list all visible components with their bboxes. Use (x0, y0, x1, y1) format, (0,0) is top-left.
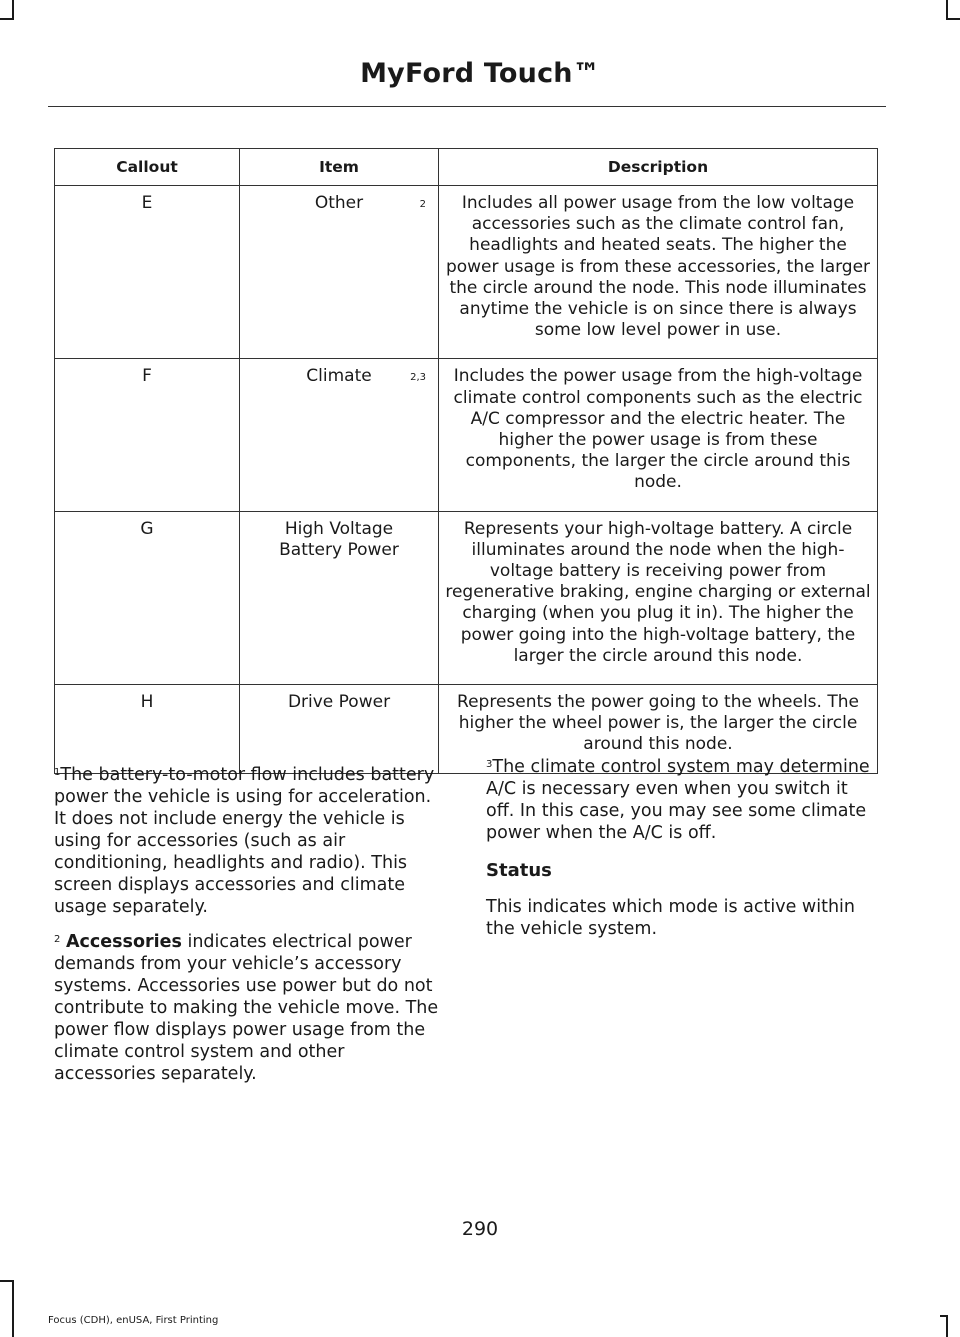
crop-mark (946, 0, 948, 20)
item-label: High Voltage Battery Power (279, 518, 399, 560)
status-text: This indicates which mode is active within the vehicle system. (486, 897, 856, 939)
page-title: MyFord Touch™ (360, 58, 600, 89)
item-cell (240, 511, 439, 684)
callout-cell: F (55, 359, 240, 511)
table-row (55, 186, 878, 359)
description-cell: Includes the power usage from the high-voltage climate control components such as the electric A/C compressor and the electric heater. The higher the power usage is from these components, the larger the circle around this node. (439, 359, 878, 511)
table-header-row (55, 149, 878, 186)
description-cell: Represents the power going to the wheels. The higher the wheel power is, the larger the circle around this node. (439, 685, 878, 774)
table-row (55, 511, 878, 684)
footnote-2 (54, 931, 448, 1085)
status-heading: Status (486, 860, 552, 881)
page-number: 290 (461, 1218, 499, 1240)
footnote-number: 3 (486, 759, 493, 770)
footnote-text: The climate control system may determine A/C is necessary even when you switch it off. In this case, you may see some climate power when the A/C is off. (486, 757, 870, 843)
left-column (54, 764, 448, 1098)
footer-text: Focus (CDH), enUSA, First Printing (48, 1315, 219, 1326)
footnote-term: Accessories (65, 932, 182, 952)
crop-mark (0, 1280, 14, 1282)
crop-mark (12, 0, 14, 20)
item-label: Climate (306, 366, 372, 387)
item-cell (240, 685, 439, 774)
footnote-number: 2 (54, 934, 61, 945)
crop-mark (946, 18, 960, 20)
crop-mark (0, 18, 14, 20)
callout-cell: G (55, 511, 240, 684)
footnote-text: indicates electrical power demands from your vehicle’s accessory systems. Accessories use power but do not contribute to making the vehicle move. The power flow displays power usage from the climate control system and other accessories separately. (54, 932, 439, 1084)
right-column (486, 756, 880, 953)
description-cell: Represents your high-voltage battery. A circle illuminates around the node when the high-voltage battery is receiving power from regenerative braking, engine charging or external charging (when you plug it in). The higher the power going into the high-voltage battery, the larger the circle around this node. (439, 511, 878, 684)
item-label: Drive Power (287, 692, 391, 713)
crop-mark (946, 1315, 948, 1337)
item-cell (240, 186, 439, 359)
header-description: Description (439, 149, 878, 186)
footnote-3 (486, 756, 880, 844)
callout-table (54, 148, 878, 774)
footnote-1 (54, 764, 448, 918)
description-cell: Includes all power usage from the low voltage accessories such as the climate control fan, headlights and heated seats. The higher the power usage is from these accessories, the larger the circle around the node. This node illuminates anytime the vehicle is on since there is always some low level power in use. (439, 186, 878, 359)
crop-mark (940, 1315, 948, 1317)
footnote-ref: 2 (419, 199, 426, 210)
header-divider (48, 106, 886, 107)
callout-cell: H (55, 685, 240, 774)
item-cell (240, 359, 439, 511)
callout-cell: E (55, 186, 240, 359)
item-label: Other (314, 193, 364, 213)
header-callout: Callout (55, 149, 240, 186)
table-row (55, 359, 878, 511)
footnote-number: 1 (54, 767, 61, 778)
footnote-text: The battery-to-motor flow includes battery power the vehicle is using for acceleration. It does not include energy the vehicle is using for accessories (such as air conditioning, headlights and radio). This screen displays accessories and climate usage separately. (54, 765, 435, 917)
crop-mark (12, 1280, 14, 1337)
footnote-ref: 2,3 (410, 372, 426, 384)
header-item: Item (240, 149, 439, 186)
